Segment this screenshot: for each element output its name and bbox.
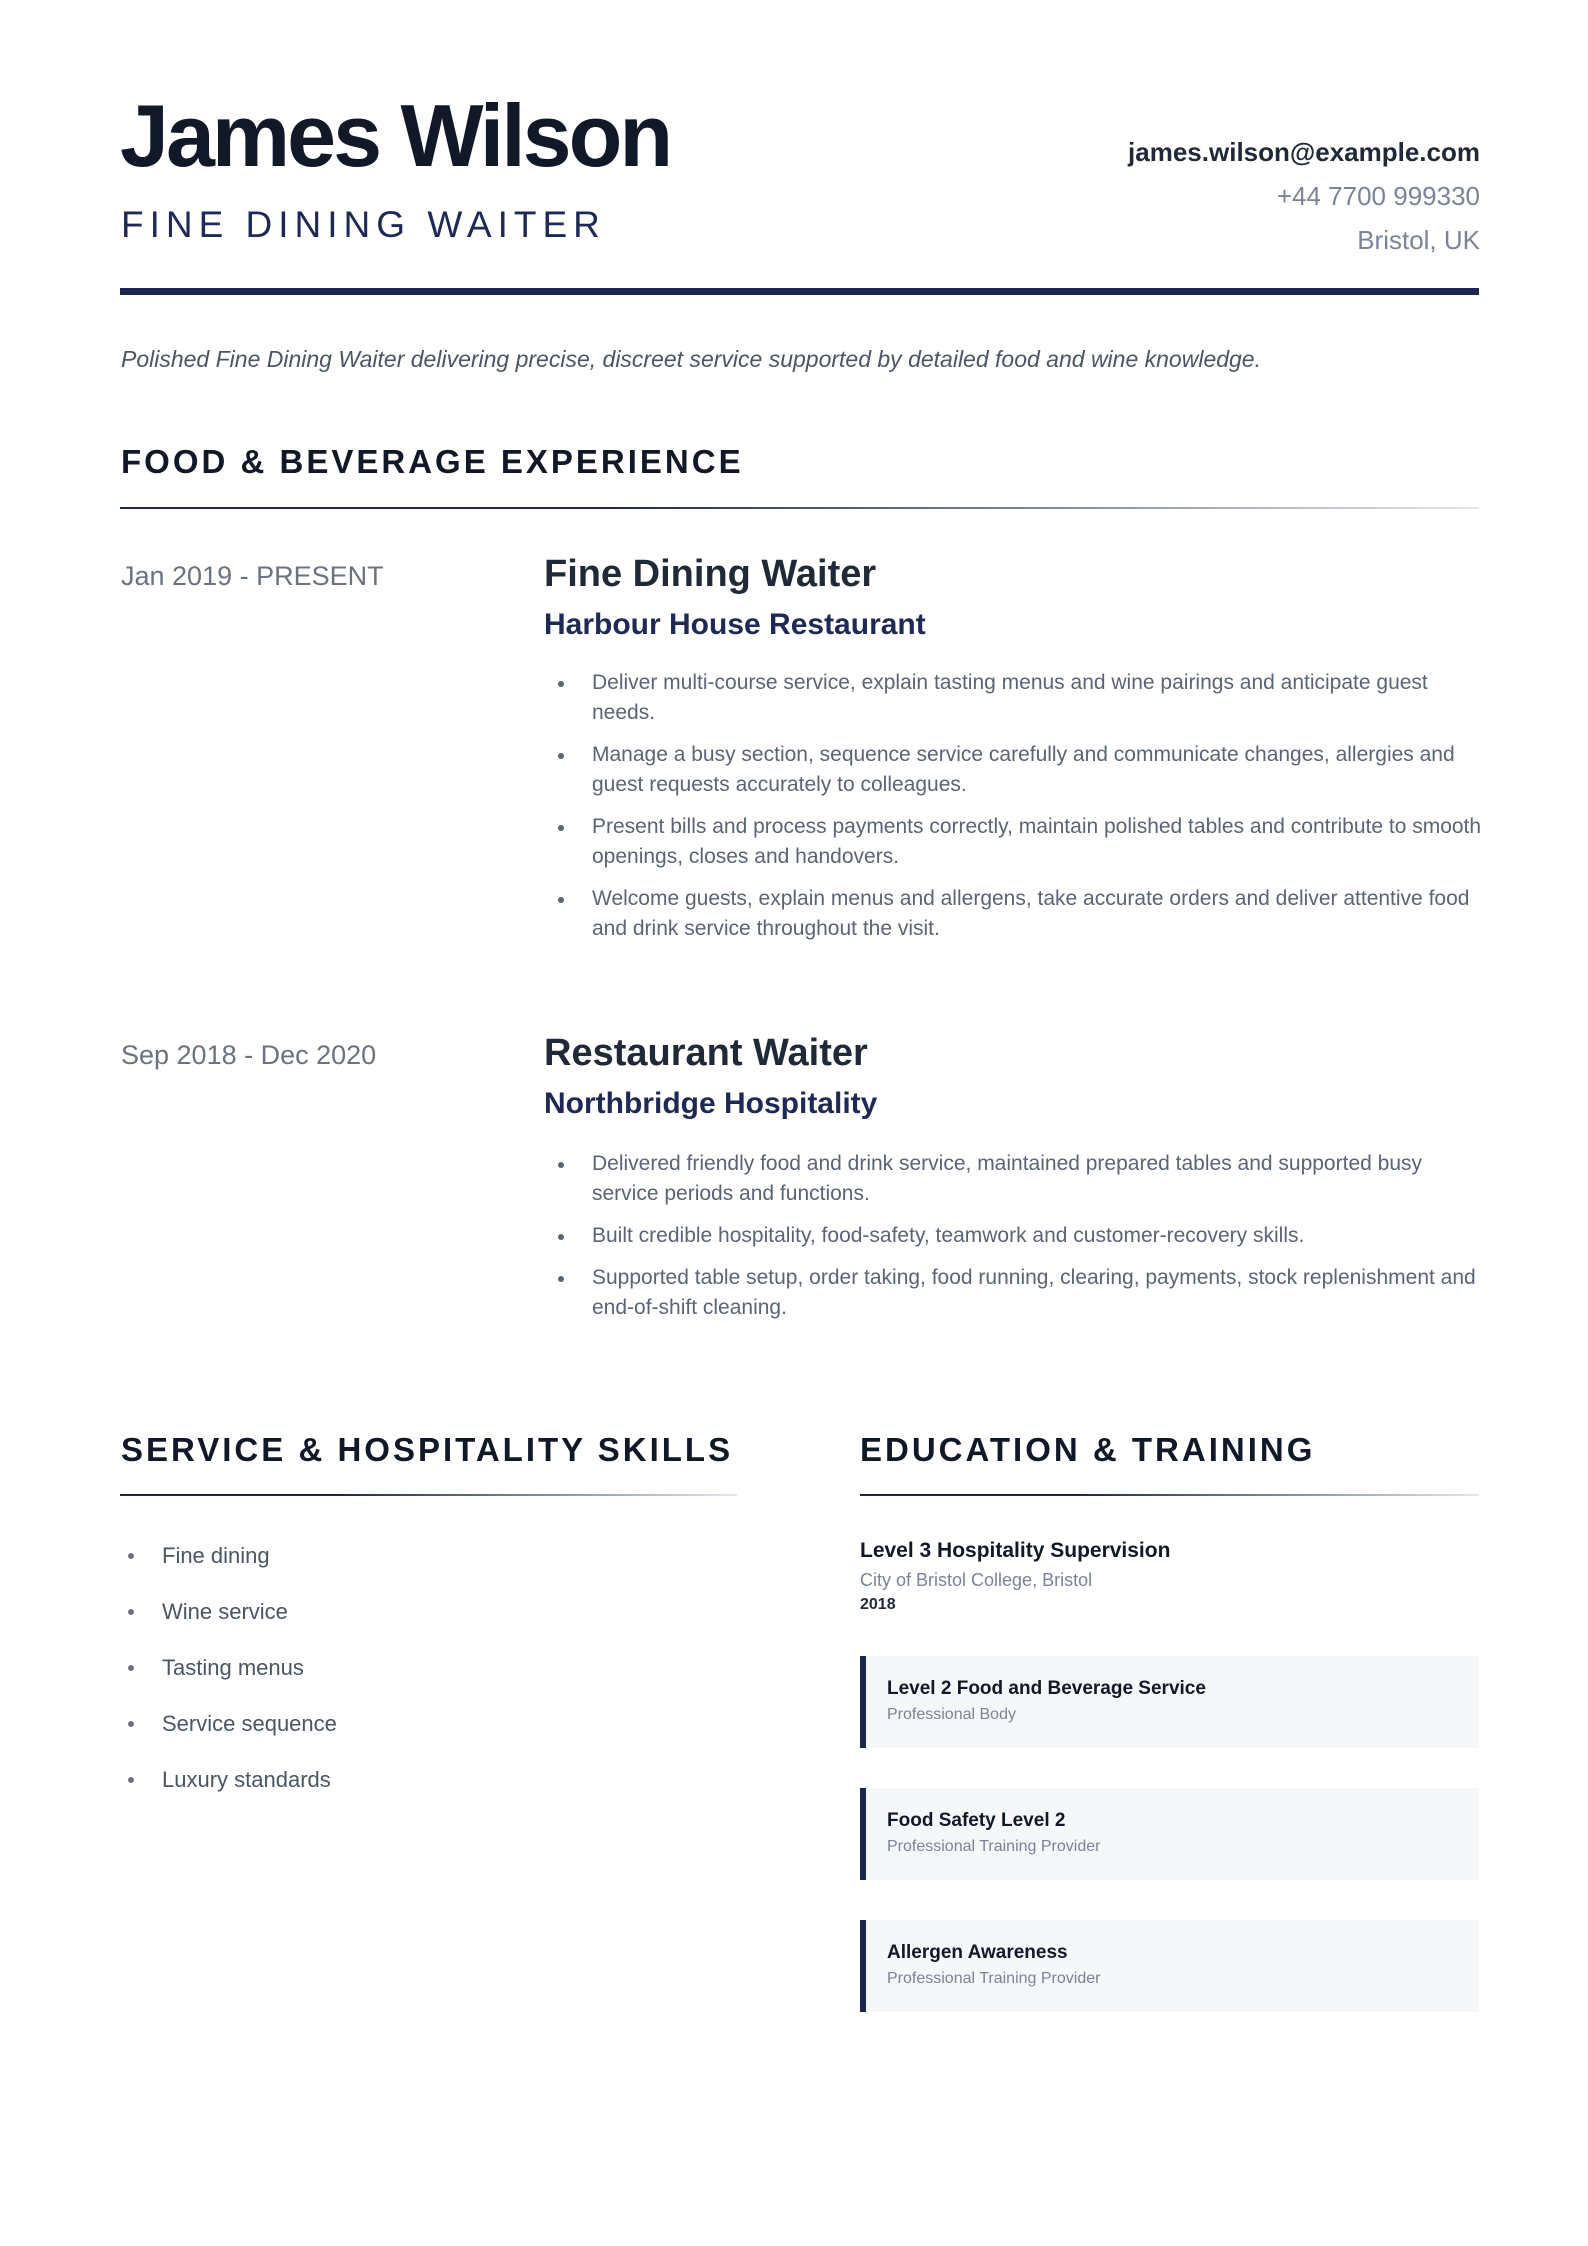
job-bullets: [544, 668, 1484, 956]
experience-heading: FOOD & BEVERAGE EXPERIENCE: [121, 443, 744, 480]
skill-item: Fine dining: [121, 1535, 337, 1591]
header-divider: [120, 288, 1479, 295]
certification-name: Food Safety Level 2: [887, 1810, 1066, 1831]
list-item: Present bills and process payments correctly, maintain polished tables and contribute to smooth openings, closes and handovers.: [544, 812, 1484, 872]
certification-name: Allergen Awareness: [887, 1942, 1068, 1963]
candidate-name: James Wilson: [120, 86, 671, 185]
job-company: Harbour House Restaurant: [544, 608, 926, 641]
experience-divider: [120, 507, 1479, 509]
certification-provider: Professional Training Provider: [887, 1838, 1101, 1855]
education-entry: [860, 1536, 1170, 1616]
certification-card: [860, 1656, 1479, 1748]
skill-item: Wine service: [121, 1591, 337, 1647]
list-item: Built credible hospitality, food-safety, teamwork and customer-recovery skills.: [544, 1221, 1484, 1251]
list-item: Manage a busy section, sequence service carefully and communicate changes, allergies and guest requests accurately to colleagues.: [544, 740, 1484, 800]
job-dates: Jan 2019 - PRESENT: [121, 561, 384, 591]
certification-provider: Professional Training Provider: [887, 1970, 1101, 1987]
summary-text: Polished Fine Dining Waiter delivering precise, discreet service supported by detailed food and wine knowledge.: [121, 346, 1261, 372]
certification-card: [860, 1920, 1479, 2012]
skills-list: [121, 1535, 337, 1815]
institution-name: City of Bristol College, Bristol: [860, 1570, 1093, 1590]
skill-item: Service sequence: [121, 1703, 337, 1759]
skills-divider: [120, 1494, 737, 1496]
location: Bristol, UK: [1357, 225, 1480, 255]
education-heading: EDUCATION & TRAINING: [860, 1431, 1316, 1468]
list-item: Deliver multi-course service, explain tasting menus and wine pairings and anticipate guest needs.: [544, 668, 1484, 728]
job-title: Fine Dining Waiter: [544, 553, 877, 595]
certification-name: Level 2 Food and Beverage Service: [887, 1678, 1206, 1699]
education-divider: [860, 1494, 1479, 1496]
job-bullets: [544, 1149, 1484, 1335]
list-item: Delivered friendly food and drink service, maintained prepared tables and supported busy service periods and functions.: [544, 1149, 1484, 1209]
job-title-header: FINE DINING WAITER: [121, 204, 606, 245]
job-company: Northbridge Hospitality: [544, 1087, 878, 1120]
phone-number: +44 7700 999330: [1276, 181, 1480, 211]
list-item: Supported table setup, order taking, food running, clearing, payments, stock replenishment and end-of-shift cleaning.: [544, 1263, 1484, 1323]
certification-card: [860, 1788, 1479, 1880]
qualification-year: 2018: [860, 1596, 896, 1613]
skills-heading: SERVICE & HOSPITALITY SKILLS: [121, 1431, 734, 1468]
contact-block: [1128, 130, 1480, 262]
list-item: Welcome guests, explain menus and allergens, take accurate orders and deliver attentive food and drink service throughout the visit.: [544, 884, 1484, 944]
skill-item: Luxury standards: [121, 1759, 337, 1815]
skill-item: Tasting menus: [121, 1647, 337, 1703]
qualification-name: Level 3 Hospitality Supervision: [860, 1539, 1171, 1562]
certification-provider: Professional Body: [887, 1706, 1016, 1723]
job-title: Restaurant Waiter: [544, 1032, 868, 1074]
email-link[interactable]: james.wilson@example.com: [1128, 137, 1480, 167]
job-dates: Sep 2018 - Dec 2020: [121, 1040, 377, 1070]
